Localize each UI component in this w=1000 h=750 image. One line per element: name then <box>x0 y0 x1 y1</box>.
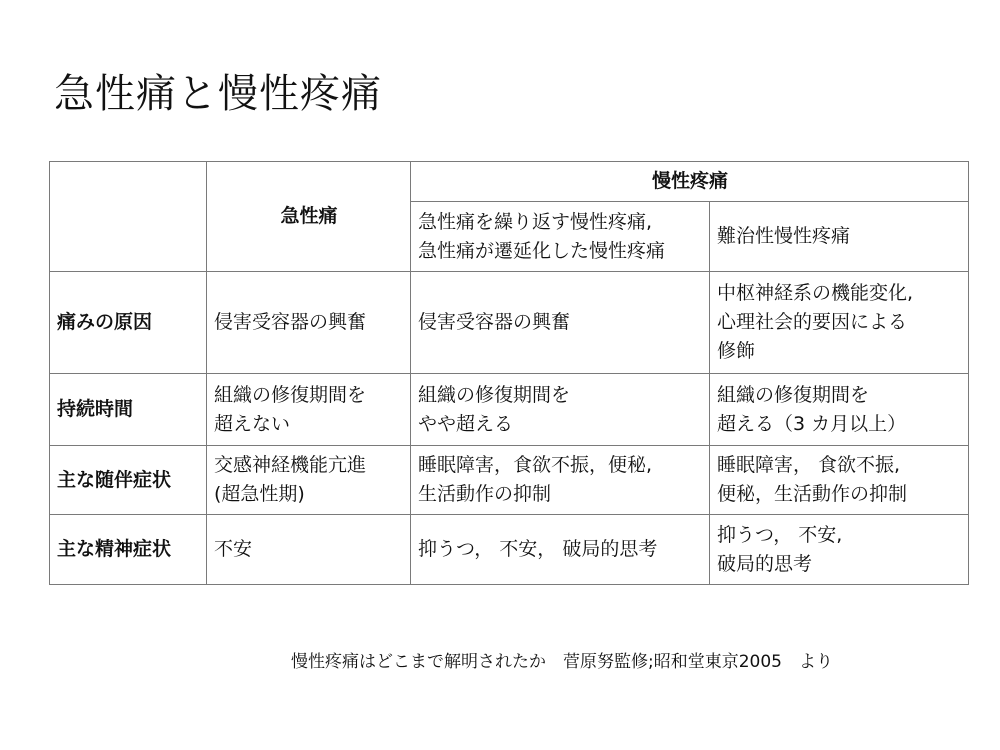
cell-mental-chronic2 <box>710 515 969 585</box>
header-acute: 急性痛 <box>207 162 411 272</box>
row-label-duration: 持続時間 <box>50 374 207 446</box>
row-label-mental: 主な精神症状 <box>50 515 207 585</box>
cell-text: 組織の修復期間を やや超える <box>418 383 571 435</box>
cell-text: 睡眠障害，食欲不振，便秘, 生活動作の抑制 <box>418 454 653 505</box>
cell-duration-chronic1 <box>411 374 710 446</box>
cell-text: 抑うつ， 不安, 破局的思考 <box>717 523 843 575</box>
cell-text: 組織の修復期間を 超える（3 カ月以上） <box>717 383 907 435</box>
header-chronic-intractable <box>710 202 969 272</box>
row-label-cause: 痛みの原因 <box>50 272 207 374</box>
cell-mental-acute <box>207 515 411 585</box>
header-chronic-repeated <box>411 202 710 272</box>
cell-text: 不安 <box>214 538 253 560</box>
cell-cause-chronic2 <box>710 272 969 374</box>
header-chronic-repeated-text: 急性痛を繰り返す慢性疼痛, 急性痛が遷延化した慢性疼痛 <box>418 210 666 262</box>
cell-duration-acute <box>207 374 411 446</box>
cell-text: 組織の修復期間を 超えない <box>214 383 367 435</box>
citation-text: 慢性疼痛はどこまで解明されたか 菅原努監修;昭和堂東京2005 より <box>291 652 833 672</box>
cell-symptoms-chronic2 <box>710 446 969 515</box>
table-row <box>50 272 969 374</box>
cell-text: 侵害受容器の興奮 <box>214 311 367 333</box>
row-label-symptoms: 主な随伴症状 <box>50 446 207 515</box>
table-header-row <box>50 162 969 202</box>
cell-text: 抑うつ， 不安， 破局的思考 <box>418 538 658 560</box>
cell-duration-chronic2 <box>710 374 969 446</box>
header-chronic: 慢性疼痛 <box>411 162 969 202</box>
cell-text: 交感神経機能亢進 (超急性期) <box>214 454 367 505</box>
pain-comparison-table <box>49 161 969 585</box>
page-title: 急性痛と慢性疼痛 <box>54 71 382 117</box>
header-chronic-intractable-text: 難治性慢性疼痛 <box>717 225 851 247</box>
table-row <box>50 374 969 446</box>
table-row <box>50 446 969 515</box>
cell-text: 中枢神経系の機能変化, 心理社会的要因による 修飾 <box>717 282 914 362</box>
cell-cause-chronic1 <box>411 272 710 374</box>
header-empty-cell <box>50 162 207 272</box>
cell-symptoms-acute <box>207 446 411 515</box>
cell-text: 侵害受容器の興奮 <box>418 311 571 333</box>
cell-symptoms-chronic1 <box>411 446 710 515</box>
cell-cause-acute <box>207 272 411 374</box>
table-row <box>50 515 969 585</box>
cell-mental-chronic1 <box>411 515 710 585</box>
cell-text: 睡眠障害， 食欲不振, 便秘，生活動作の抑制 <box>717 454 908 505</box>
